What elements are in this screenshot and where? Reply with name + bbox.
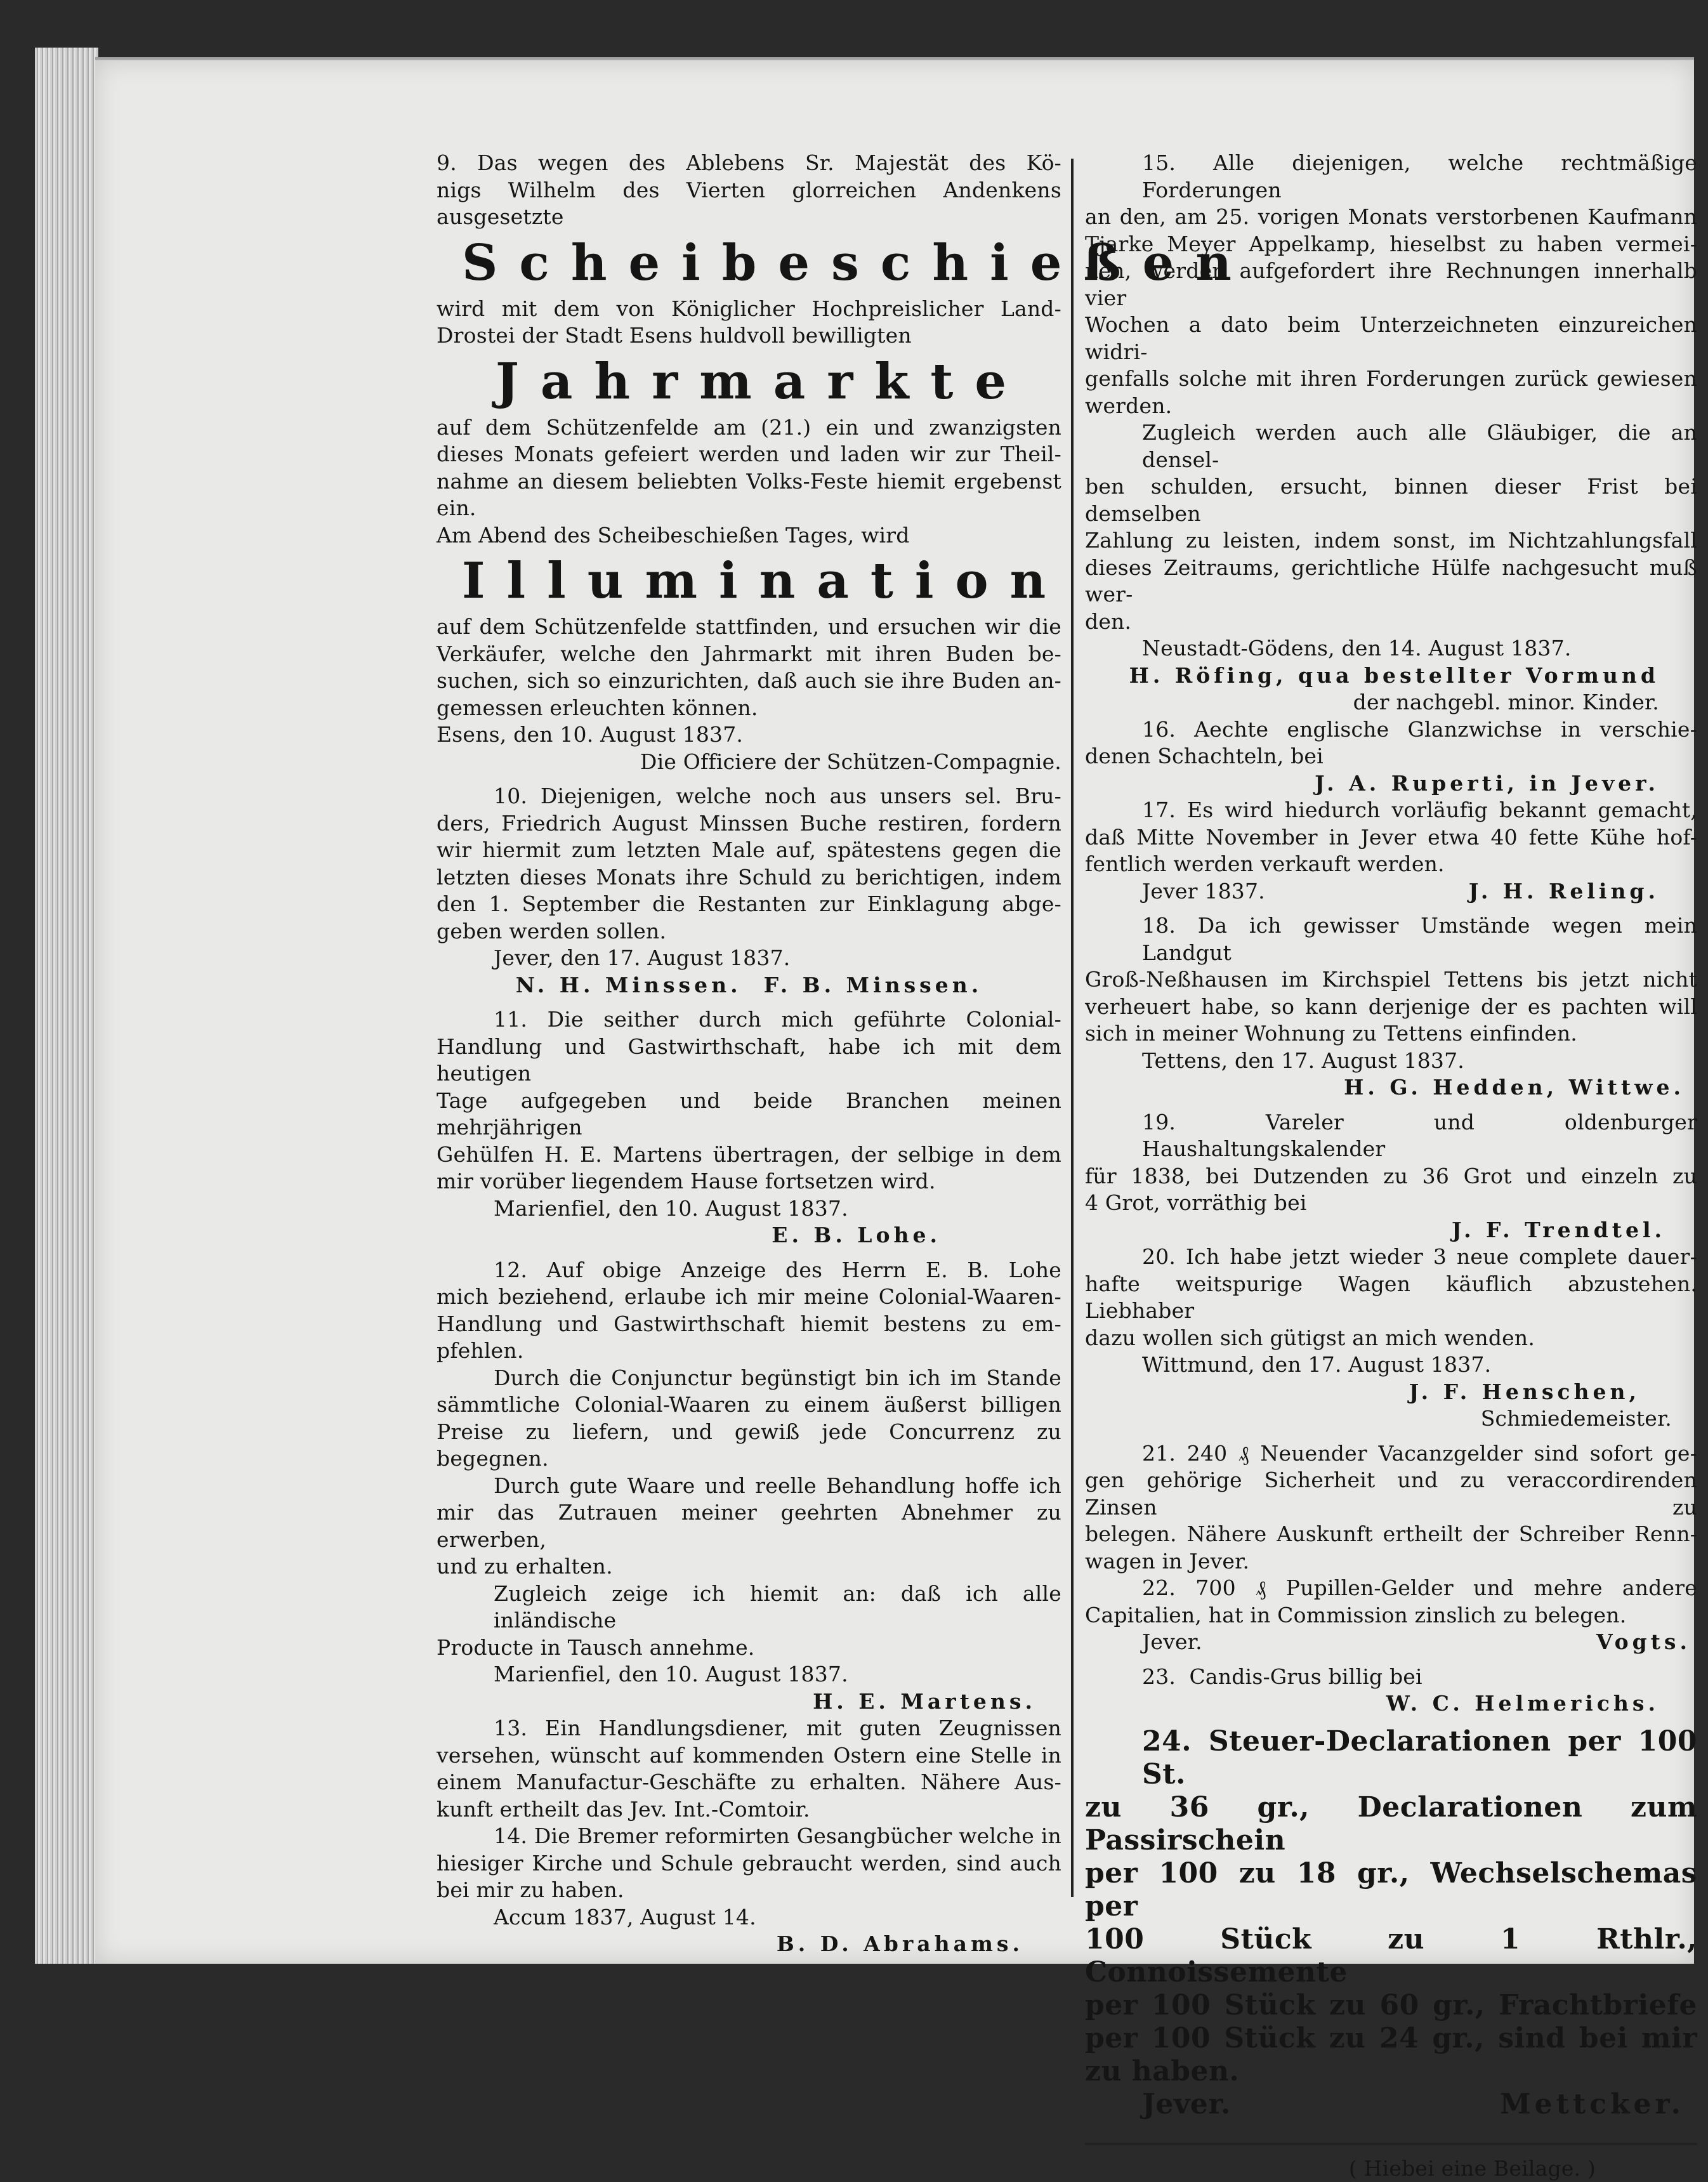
ad13 (437, 1715, 1061, 1823)
ad12-line: pfehlen. (437, 1337, 1061, 1365)
ad24-line: per 100 Stück zu 60 gr., Frachtbriefe (1085, 1989, 1697, 2022)
ad10-signature: N. H. Minssen. F. B. Minssen. (437, 972, 1061, 999)
ad12-line: Zugleich zeige ich hiemit an: daß ich alle inländische (437, 1581, 1061, 1634)
ad9-line: auf dem Schützenfelde am (21.) ein und zwanzigsten (437, 414, 1061, 442)
ad17-line: 17. Es wird hiedurch vorläufig bekannt gemacht, (1085, 797, 1697, 824)
ad10-date: Jever, den 17. August 1837. (437, 945, 1061, 972)
ad15-line: an den, am 25. vorigen Monats verstorbenen Kaufmann (1085, 204, 1697, 231)
heading-jahrmarkte: Jahrmarkte (437, 350, 1061, 414)
ad13-line: versehen, wünscht auf kommenden Ostern eine Stelle in (437, 1742, 1061, 1770)
ad24-signature: Mettcker. (1085, 2088, 1697, 2121)
ad12 (437, 1257, 1061, 1716)
ad21 (1085, 1440, 1697, 1575)
ad18-line: Groß-Neßhausen im Kirchspiel Tettens bis jetzt nicht (1085, 966, 1697, 994)
ad14-line: hiesiger Kirche und Schule gebraucht werden, sind auch (437, 1850, 1061, 1877)
ad17-line: daß Mitte November in Jever etwa 40 fette Kühe hof- (1085, 824, 1697, 851)
ad10-line: ders, Friedrich August Minssen Buche restiren, fordern (437, 810, 1061, 838)
ad15-line: Wochen a dato beim Unterzeichneten einzureichen widri- (1085, 312, 1697, 365)
ad22 (1085, 1575, 1697, 1656)
closing-rule (1085, 2143, 1697, 2145)
ad18-signature: H. G. Hedden, Wittwe. (1085, 1074, 1697, 1101)
heading-scheibeschiessen: Scheibeschießen (437, 231, 1061, 296)
ad18 (1085, 912, 1697, 1101)
ad15-line: den. (1085, 608, 1697, 636)
ad18-line: 18. Da ich gewisser Umstände wegen mein Landgut (1085, 912, 1697, 966)
ad15-date: Neustadt-Gödens, den 14. August 1837. (1085, 635, 1697, 662)
ad9-line: 9. Das wegen des Ablebens Sr. Majestät des Kö- (437, 150, 1061, 177)
ad13-line: 13. Ein Handlungsdiener, mit guten Zeugnissen (437, 1715, 1061, 1742)
ad12-line: Preise zu liefern, und gewiß jede Concurrenz zu begegnen. (437, 1419, 1061, 1473)
ad21-line: gen gehörige Sicherheit und zu veraccordirenden Zinsen zu (1085, 1467, 1697, 1521)
ad22-signature: Vogts. (1085, 1629, 1697, 1656)
ad9-line: nigs Wilhelm des Vierten glorreichen Andenkens ausgesetzte (437, 177, 1061, 231)
ad12-line: 12. Auf obige Anzeige des Herrn E. B. Lohe (437, 1257, 1061, 1284)
ad24-line: 100 Stück zu 1 Rthlr., Connoissemente (1085, 1923, 1697, 1989)
ad13-line: kunft ertheilt das Jev. Int.-Comtoir. (437, 1796, 1061, 1824)
ad15-line: 15. Alle diejenigen, welche rechtmäßige Forderungen (1085, 150, 1697, 204)
ad15-line: werden. (1085, 393, 1697, 420)
ad20-signature-role: Schmiedemeister. (1085, 1405, 1697, 1433)
ad15-signature: H. Röfing, qua bestellter Vormund (1085, 662, 1697, 690)
ad11-date: Marienfiel, den 10. August 1837. (437, 1195, 1061, 1223)
ad17-date: Jever 1837. (1085, 878, 1697, 905)
ad9-signature: Die Officiere der Schützen-Compagnie. (437, 749, 1061, 776)
ad22-date: Jever. (1085, 1629, 1697, 1656)
ad12-line: mir das Zutrauen meiner geehrten Abnehmer zu erwerben, (437, 1499, 1061, 1553)
ad23 (1085, 1664, 1697, 1718)
right-column (1085, 150, 1697, 2182)
ad24-line: per 100 zu 18 gr., Wechselschemas per (1085, 1857, 1697, 1923)
ad14-signature: B. D. Abrahams. (437, 1931, 1061, 1958)
ad12-line: Producte in Tausch annehme. (437, 1634, 1061, 1662)
ad23-line: 23. Candis-Grus billig bei (1085, 1664, 1697, 1691)
ad17-line: fentlich werden verkauft werden. (1085, 851, 1697, 878)
ad24-date: Jever. (1085, 2088, 1697, 2121)
ad10-line: wir hiermit zum letzten Male auf, spätestens gegen die (437, 837, 1061, 864)
ad11-line: 11. Die seither durch mich geführte Colonial- (437, 1006, 1061, 1034)
supplement-note: ( Hiebei eine Beilage. ) (1085, 2155, 1697, 2182)
ad15 (1085, 150, 1697, 716)
column-divider (1071, 159, 1074, 1897)
ad15-line: ben schulden, ersucht, binnen dieser Frist bei demselben (1085, 473, 1697, 527)
ad12-line: und zu erhalten. (437, 1553, 1061, 1581)
ad9-line: Drostei der Stadt Esens huldvoll bewilligten (437, 322, 1061, 350)
ad9-line: dieses Monats gefeiert werden und laden wir zur Theil- (437, 441, 1061, 468)
ad15-line: Zahlung zu leisten, indem sonst, im Nichtzahlungsfall (1085, 527, 1697, 555)
ad9-line: suchen, sich so einzurichten, daß auch sie ihre Buden an- (437, 667, 1061, 695)
ad20-line: 20. Ich habe jetzt wieder 3 neue complete dauer- (1085, 1244, 1697, 1271)
ad12-signature: H. E. Martens. (437, 1688, 1061, 1716)
ad17 (1085, 797, 1697, 905)
ad12-line: mich beziehend, erlaube ich mir meine Colonial-Waaren- (437, 1284, 1061, 1311)
ad16-line: 16. Aechte englische Glanzwichse in verschie- (1085, 716, 1697, 744)
ad12-line: Durch die Conjunctur begünstigt bin ich im Stande (437, 1365, 1061, 1392)
ad20-signature: J. F. Henschen, (1085, 1379, 1697, 1406)
ad9-line: Verkäufer, welche den Jahrmarkt mit ihren Buden be- (437, 641, 1061, 668)
ad9-line: Am Abend des Scheibeschießen Tages, wird (437, 522, 1061, 549)
ad10-line: geben werden sollen. (437, 918, 1061, 945)
ad15-line: nen, werden aufgefordert ihre Rechnungen innerhalb vier (1085, 258, 1697, 312)
ad12-line: Durch gute Waare und reelle Behandlung hoffe ich (437, 1473, 1061, 1500)
ad12-line: Handlung und Gastwirthschaft hiemit bestens zu em- (437, 1311, 1061, 1338)
ad9-line: auf dem Schützenfelde stattfinden, und ersuchen wir die (437, 614, 1061, 641)
ad21-line: belegen. Nähere Auskunft ertheilt der Schreiber Renn- (1085, 1521, 1697, 1548)
ad24 (1085, 1725, 1697, 2121)
ad14-line: bei mir zu haben. (437, 1877, 1061, 1904)
ad24-line: per 100 Stück zu 24 gr., sind bei mir (1085, 2022, 1697, 2055)
ad11-line: mir vorüber liegendem Hause fortsetzen wird. (437, 1168, 1061, 1195)
ad21-line: wagen in Jever. (1085, 1548, 1697, 1575)
ad23-signature: W. C. Helmerichs. (1085, 1690, 1697, 1718)
ad22-line: Capitalien, hat in Commission zinslich zu belegen. (1085, 1602, 1697, 1629)
ad10-line: den 1. September die Restanten zur Einklagung abge- (437, 891, 1061, 918)
ad15-line: dieses Zeitraums, gerichtliche Hülfe nachgesucht muß wer- (1085, 555, 1697, 608)
ad18-line: sich in meiner Wohnung zu Tettens einfinden. (1085, 1020, 1697, 1048)
ad15-signature-role: der nachgebl. minor. Kinder. (1085, 689, 1697, 716)
ad21-line: 21. 240 ₰ Neuender Vacanzgelder sind sofort ge- (1085, 1440, 1697, 1468)
ad20-date: Wittmund, den 17. August 1837. (1085, 1351, 1697, 1379)
ad16-line: denen Schachteln, bei (1085, 743, 1697, 770)
ad18-line: verheuert habe, so kann derjenige der es pachten will (1085, 994, 1697, 1021)
ad20 (1085, 1244, 1697, 1433)
ad20-line: dazu wollen sich gütigst an mich wenden. (1085, 1325, 1697, 1352)
ad9-line: nahme an diesem beliebten Volks-Feste hiemit ergebenst ein. (437, 468, 1061, 522)
ad19-line: 19. Vareler und oldenburger Haushaltungskalender (1085, 1109, 1697, 1163)
ad15-line: Tjarke Meyer Appelkamp, hieselbst zu haben vermei- (1085, 231, 1697, 258)
ad22-line: 22. 700 ₰ Pupillen-Gelder und mehre andere (1085, 1575, 1697, 1602)
ad16 (1085, 716, 1697, 798)
ad19-signature: J. F. Trendtel. (1085, 1217, 1697, 1244)
ad14-date: Accum 1837, August 14. (437, 1904, 1061, 1931)
heading-illumination: Illumination (437, 549, 1061, 614)
ad11-line: Tage aufgegeben und beide Branchen meinen mehrjährigen (437, 1088, 1061, 1141)
ad20-line: hafte weitspurige Wagen käuflich abzustehen. Liebhaber (1085, 1271, 1697, 1325)
ad9-line: gemessen erleuchten können. (437, 695, 1061, 722)
ad15-line: genfalls solche mit ihren Forderungen zurück gewiesen (1085, 365, 1697, 393)
ad13-line: einem Manufactur-Geschäfte zu erhalten. Nähere Aus- (437, 1769, 1061, 1796)
ad24-line: 24. Steuer-Declarationen per 100 St. (1085, 1725, 1697, 1791)
ad16-signature: J. A. Ruperti, in Jever. (1085, 770, 1697, 798)
ad24-line: zu haben. (1085, 2055, 1697, 2088)
ad15-line: Zugleich werden auch alle Gläubiger, die an densel- (1085, 419, 1697, 473)
ad9-date: Esens, den 10. August 1837. (437, 721, 1061, 749)
ad11-line: Gehülfen H. E. Martens übertragen, der selbige in dem (437, 1141, 1061, 1169)
ad11-signature: E. B. Lohe. (437, 1222, 1061, 1249)
ad10-line: letzten dieses Monats ihre Schuld zu berichtigen, indem (437, 864, 1061, 891)
ad11 (437, 1006, 1061, 1249)
ad12-date: Marienfiel, den 10. August 1837. (437, 1661, 1061, 1688)
ad9-line: wird mit dem von Königlicher Hochpreislicher Land- (437, 296, 1061, 323)
ad24-line: zu 36 gr., Declarationen zum Passirschein (1085, 1791, 1697, 1857)
ad19 (1085, 1109, 1697, 1244)
ad17-signature: J. H. Reling. (1085, 878, 1697, 905)
ad9 (437, 150, 1061, 775)
left-column (437, 150, 1061, 1958)
ad19-line: für 1838, bei Dutzenden zu 36 Grot und einzeln zu (1085, 1163, 1697, 1190)
ad10 (437, 783, 1061, 999)
ad14-line: 14. Die Bremer reformirten Gesangbücher welche in (437, 1823, 1061, 1850)
ad12-line: sämmtliche Colonial-Waaren zu einem äußerst billigen (437, 1391, 1061, 1419)
ad11-line: Handlung und Gastwirthschaft, habe ich mit dem heutigen (437, 1034, 1061, 1088)
ad10-line: 10. Diejenigen, welche noch aus unsers sel. Bru- (437, 783, 1061, 810)
ad18-date: Tettens, den 17. August 1837. (1085, 1048, 1697, 1075)
ad14 (437, 1823, 1061, 1958)
ad19-line: 4 Grot, vorräthig bei (1085, 1190, 1697, 1217)
book-page-edges (35, 48, 98, 1964)
